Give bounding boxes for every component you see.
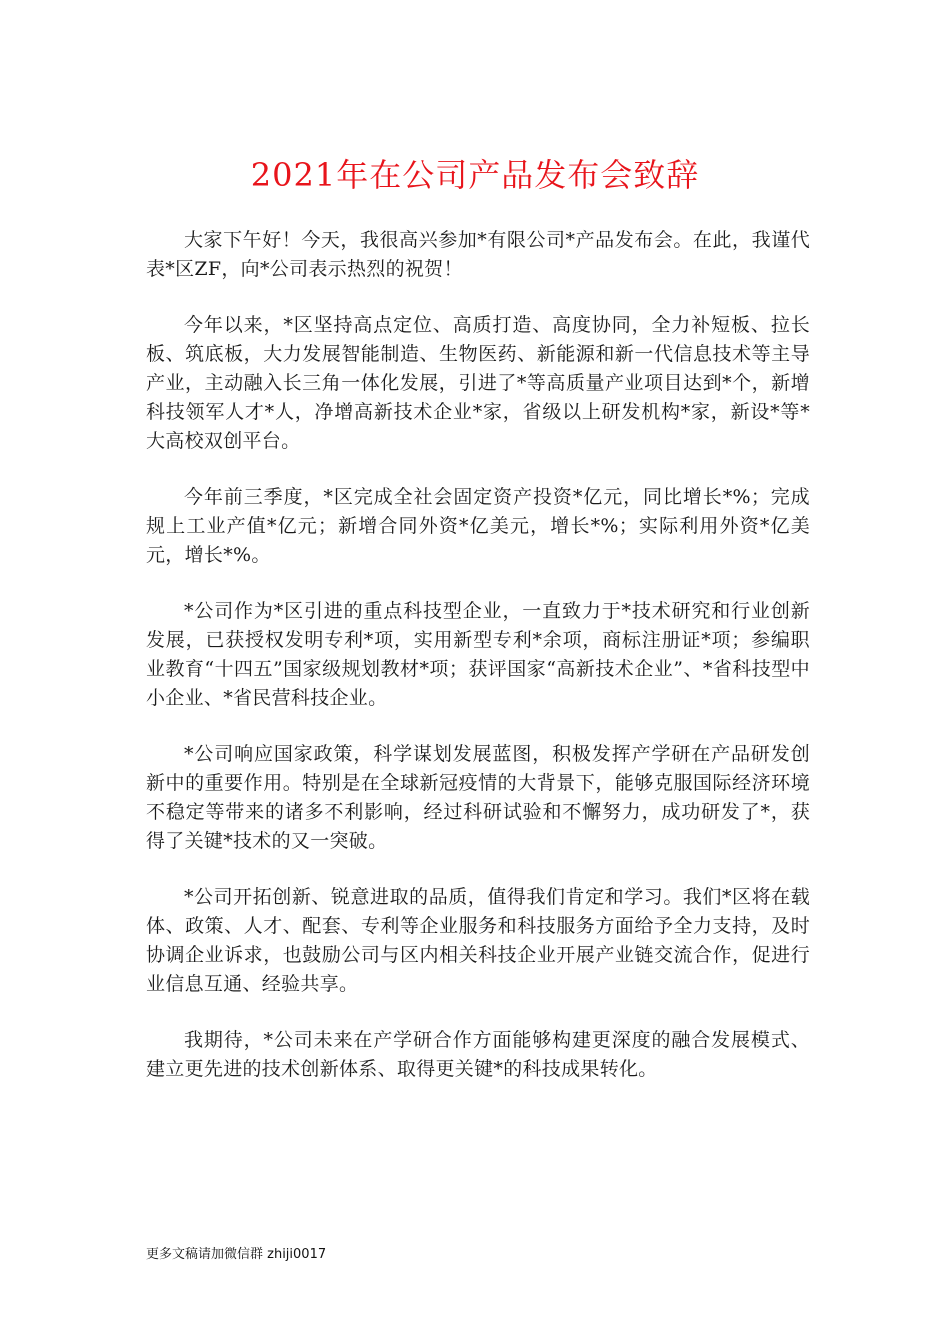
footer-note: 更多文稿请加微信群 zhiji0017 — [146, 1247, 327, 1262]
paragraph-support: *公司开拓创新、锐意进取的品质，值得我们肯定和学习。我们*区将在载体、政策、人才、配套、专利等企业服务和科技服务方面给予全力支持，及时协调企业诉求，也鼓励公司与区内相关科技企业开展产业链交流合作，促进行业信息互通、经验共享。 — [146, 886, 810, 995]
paragraph-greeting: 大家下午好！今天，我很高兴参加*有限公司*产品发布会。在此，我谨代表*区ZF，向*公司表示热烈的祝贺！ — [146, 229, 810, 280]
paragraph-statistics: 今年前三季度，*区完成全社会固定资产投资*亿元，同比增长*%；完成规上工业产值*亿元；新增合同外资*亿美元，增长*%；实际利用外资*亿美元，增长*%。 — [146, 486, 810, 566]
paragraph-company-profile: *公司作为*区引进的重点科技型企业，一直致力于*技术研究和行业创新发展，已获授权发明专利*项，实用新型专利*余项，商标注册证*项；参编职业教育“十四五”国家级规划教材*项；获评国家“高新技术企业”、*省科技型中小企业、*省民营科技企业。 — [146, 600, 810, 709]
paragraph-innovation: *公司响应国家政策，科学谋划发展蓝图，积极发挥产学研在产品研发创新中的重要作用。特别是在全球新冠疫情的大背景下，能够克服国际经济环境不稳定等带来的诸多不利影响，经过科研试验和不懈努力，成功研发了*，获得了关键*技术的又一突破。 — [146, 743, 810, 852]
paragraph-expectation: 我期待，*公司未来在产学研合作方面能够构建更深度的融合发展模式、建立更先进的技术创新体系、取得更关键*的科技成果转化。 — [146, 1029, 810, 1080]
document-title: 2021年在公司产品发布会致辞 — [250, 156, 700, 194]
paragraph-development: 今年以来，*区坚持高点定位、高质打造、高度协同，全力补短板、拉长板、筑底板，大力发展智能制造、生物医药、新能源和新一代信息技术等主导产业，主动融入长三角一体化发展，引进了*等高质量产业项目达到*个，新增科技领军人才*人，净增高新技术企业*家，省级以上研发机构*家，新设*等*大高校双创平台。 — [146, 314, 810, 452]
document-body — [146, 226, 810, 1111]
